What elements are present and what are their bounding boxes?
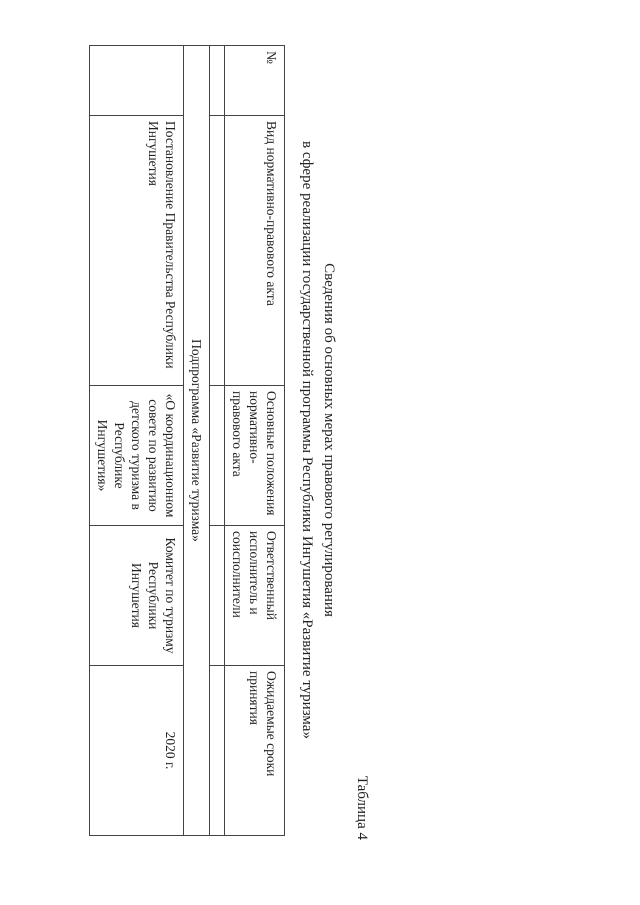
table-number: Таблица 4 <box>354 775 370 840</box>
spacer-row <box>210 46 225 836</box>
subprogram-title: Подпрограмма «Развитие туризма» <box>184 46 210 836</box>
header-deadline: Ожидаемые сроки принятия <box>225 666 285 836</box>
header-row <box>225 46 285 836</box>
header-executor: Ответственный исполнитель и соисполнители <box>225 526 285 666</box>
row-num <box>90 46 184 116</box>
title-line-2: в сфере реализации государственной программы Республики Ингушетия «Развитие туризма» <box>299 141 315 739</box>
rotated-content <box>30 30 370 850</box>
row-provisions: «О координационном совете по развитию детского туризма в Республике Ингушетия» <box>90 386 184 526</box>
row-act-type: Постановление Правительства Республики Ингушетия <box>90 116 184 386</box>
header-num: № <box>225 46 285 116</box>
table-row <box>90 46 184 836</box>
row-deadline: 2020 г. <box>90 666 184 836</box>
regulation-table <box>89 45 285 836</box>
row-executor: Комитет по туризму Республики Ингушетия <box>90 526 184 666</box>
title-line-1: Сведения об основных мерах правового регулирования <box>321 263 337 617</box>
document-title <box>296 30 340 850</box>
header-act-type: Вид нормативно-правового акта <box>225 116 285 386</box>
subprogram-row <box>184 46 210 836</box>
header-provisions: Основные положения нормативно-правового акта <box>225 386 285 526</box>
